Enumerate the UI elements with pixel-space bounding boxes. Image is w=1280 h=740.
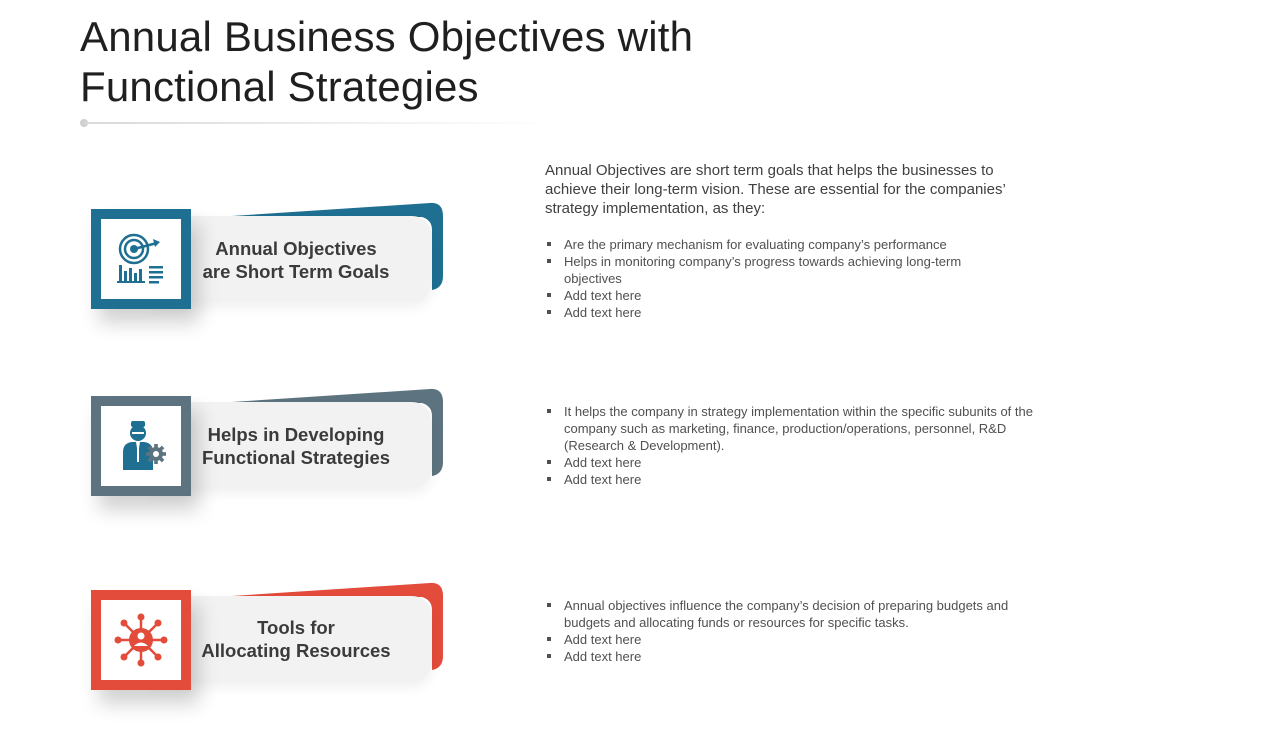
bullet-item: Add text here (545, 304, 1035, 321)
objective-row-2 (0, 386, 1280, 546)
row-1-label-line-1: Annual Objectives (215, 238, 377, 259)
row-1-label-line-2: are Short Term Goals (202, 261, 390, 282)
row-1-icon-box (101, 219, 181, 299)
row-2-label-line-1: Helps in Developing (207, 424, 385, 445)
objective-row-3 (0, 580, 1280, 740)
bullet-item: Helps in monitoring company’s progress towards achieving long-term objectives (545, 253, 1035, 287)
row-3-bullet-list (545, 597, 1035, 665)
row-2-description (545, 403, 1035, 488)
bullet-item: Add text here (545, 471, 1035, 488)
objective-row-1 (0, 162, 1280, 360)
row-1-intro: Annual Objectives are short term goals that helps the businesses to achieve their long-term vision. These are essential for the companies’ strategy implementation, as they: (545, 162, 1006, 217)
bullet-item: Add text here (545, 631, 1035, 648)
bullet-item: Annual objectives influence the company’s decision of preparing budgets and budgets and allocating funds or resources for specific tasks. (545, 597, 1035, 631)
row-3-icon-box (101, 600, 181, 680)
row-3-label-line-2: Allocating Resources (201, 640, 391, 661)
bullet-item: Are the primary mechanism for evaluating company’s performance (545, 236, 1035, 253)
row-2-bullet-list (545, 403, 1035, 488)
bullet-item: Add text here (545, 648, 1035, 665)
slide-title-line-1: Annual Business Objectives with (80, 13, 694, 60)
row-1-bullet-list (545, 236, 1035, 321)
row-3-label (190, 616, 402, 662)
bullet-item: It helps the company in strategy implementation within the specific subunits of the company such as marketing, finance, production/operations, personnel, R&D (Research & Development). (545, 403, 1035, 454)
slide-title-line-2: Functional Strategies (80, 63, 479, 110)
row-1-icon-frame (91, 209, 191, 309)
bullet-item: Add text here (545, 287, 1035, 304)
row-2-icon-frame (91, 396, 191, 496)
bullet-item: Add text here (545, 454, 1035, 471)
resource-network-icon (113, 612, 169, 668)
row-2-label (190, 423, 402, 469)
row-3-label-line-1: Tools for (257, 617, 335, 638)
slide-title (80, 12, 840, 112)
row-3-icon-frame (91, 590, 191, 690)
row-2-label-line-2: Functional Strategies (201, 447, 391, 468)
row-1-label (190, 237, 402, 283)
title-underline (84, 122, 554, 124)
businessman-gear-icon (113, 418, 169, 474)
row-2-icon-box (101, 406, 181, 486)
row-3-description (545, 597, 1035, 665)
row-1-description (545, 161, 1035, 321)
target-chart-icon (113, 231, 169, 287)
